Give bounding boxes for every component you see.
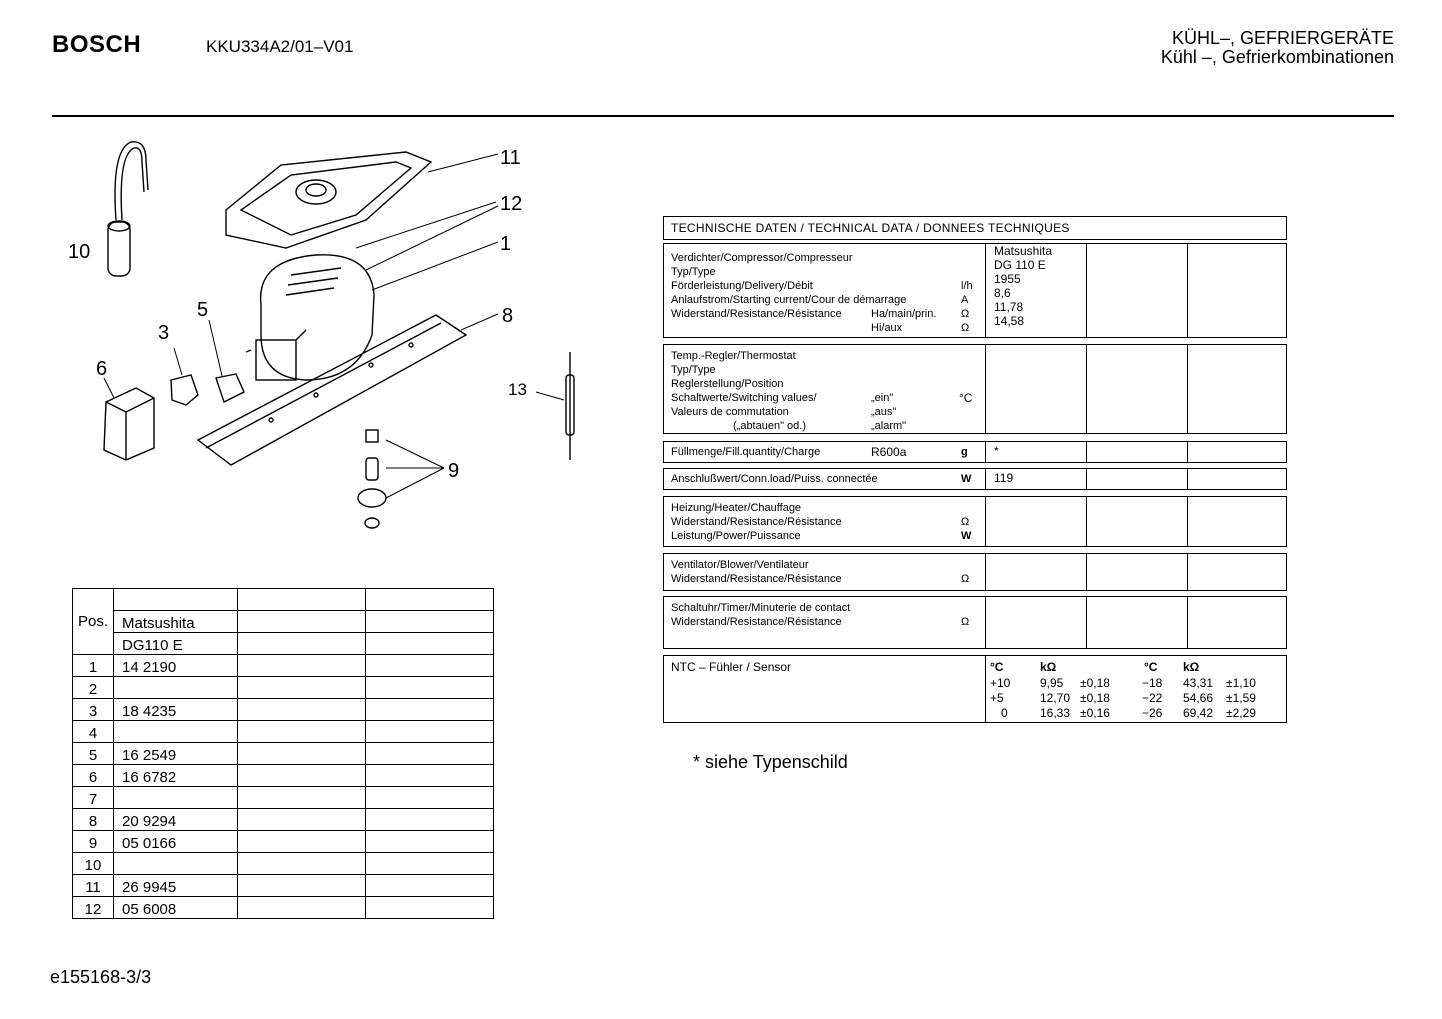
ntc-header-k-right: kΩ (1183, 660, 1200, 674)
ntc-header-c-left: °C (990, 660, 1004, 674)
ntc-tol: ±1,10 (1226, 676, 1256, 690)
heater-label: Heizung/Heater/Chauffage (671, 502, 802, 514)
exploded-diagram (56, 130, 576, 550)
ntc-c: +5 (990, 691, 1004, 705)
aux-unit: Ω (961, 322, 970, 334)
mounting-parts-drawing (358, 430, 386, 528)
compressor-resistance-label (671, 307, 985, 321)
ntc-tol: ±0,18 (1080, 676, 1110, 690)
document-code: e155168-3/3 (50, 967, 152, 987)
row-empty (366, 787, 494, 809)
thermostat-position-label: Reglerstellung/Position (671, 378, 784, 390)
table-row (73, 655, 494, 677)
base-rail-drawing (198, 315, 466, 465)
row-empty (238, 655, 366, 677)
compressor-current: 8,6 (994, 286, 1011, 300)
switching-alarm: „alarm" (871, 420, 907, 432)
row-empty (238, 699, 366, 721)
row-empty (366, 721, 494, 743)
switching-alarm-label (671, 419, 985, 433)
callout-10: 10 (68, 241, 91, 263)
compressor-type-label: Typ/Type (671, 266, 716, 278)
ntc-k: 16,33 (1040, 706, 1071, 720)
ntc-k: 54,66 (1183, 691, 1214, 705)
switching-text: Schaltwerte/Switching values/ (671, 392, 817, 404)
table-row (73, 853, 494, 875)
ntc-label: NTC – Fühler / Sensor (671, 660, 792, 674)
row-part-number (114, 677, 238, 699)
row-empty (238, 831, 366, 853)
charge-label (671, 445, 985, 459)
row-empty (366, 897, 494, 919)
row-empty (238, 787, 366, 809)
ntc-c: 0 (1001, 706, 1008, 720)
resistance-text: Widerstand/Resistance/Résistance (671, 308, 842, 320)
relay-drawing (104, 374, 244, 460)
resistance-aux: Hi/aux (871, 322, 903, 334)
switching-unit: °C (959, 391, 973, 405)
row-empty (238, 875, 366, 897)
compressor-maker: Matsushita (994, 244, 1053, 258)
table-row (73, 809, 494, 831)
compressor-type: DG 110 E (994, 258, 1046, 272)
parts-model: DG110 E (114, 633, 238, 655)
row-empty (238, 765, 366, 787)
row-empty (238, 897, 366, 919)
compressor-current-label (671, 293, 985, 307)
row-pos: 8 (73, 809, 114, 831)
load-text: Anschlußwert/Conn.load/Puiss. connectée (671, 473, 878, 485)
model-number: KKU334A2/01–V01 (206, 37, 354, 56)
heater-power-unit: W (961, 530, 972, 542)
parts-table (72, 588, 494, 919)
row-empty (366, 677, 494, 699)
row-pos: 4 (73, 721, 114, 743)
leader-lines (104, 154, 564, 498)
thermostat-type-label: Typ/Type (671, 364, 716, 376)
ntc-tol: ±0,18 (1080, 691, 1110, 705)
blower-section (663, 553, 1287, 591)
blower-resistance-unit: Ω (961, 573, 970, 585)
parts-maker: Matsushita (114, 611, 238, 633)
row-pos: 12 (73, 897, 114, 919)
heater-power-text: Leistung/Power/Puissance (671, 530, 801, 542)
row-empty (366, 699, 494, 721)
compressor-section (663, 243, 1287, 338)
blower-label: Ventilator/Blower/Ventilateur (671, 559, 809, 571)
row-pos: 9 (73, 831, 114, 853)
heater-resistance-text: Widerstand/Resistance/Résistance (671, 516, 842, 528)
ntc-header-k-left: kΩ (1040, 660, 1057, 674)
row-empty (238, 677, 366, 699)
blower-resistance-label (671, 572, 985, 586)
table-row (73, 677, 494, 699)
row-pos: 5 (73, 743, 114, 765)
table-row (73, 787, 494, 809)
thermostat-section (663, 344, 1287, 434)
ntc-section (663, 655, 1287, 723)
charge-section (663, 441, 1287, 463)
table-row (73, 831, 494, 853)
row-part-number: 18 4235 (114, 699, 238, 721)
compressor-res-aux: 14,58 (994, 314, 1025, 328)
charge-value: * (985, 442, 1086, 462)
callout-1: 1 (500, 233, 512, 255)
table-row (73, 897, 494, 919)
compressor-values (985, 244, 1086, 337)
row-pos: 1 (73, 655, 114, 677)
resistance-unit: Ω (961, 308, 970, 320)
row-empty (366, 875, 494, 897)
row-empty (238, 853, 366, 875)
row-empty (366, 655, 494, 677)
switching-off: „aus" (871, 406, 897, 418)
row-part-number: 05 6008 (114, 897, 238, 919)
row-part-number: 14 2190 (114, 655, 238, 677)
switching-on: „ein" (871, 392, 894, 404)
load-value: 119 (985, 469, 1086, 489)
row-part-number (114, 853, 238, 875)
ntc-tol: ±0,16 (1080, 706, 1110, 720)
callout-5: 5 (197, 299, 209, 321)
heater-section (663, 496, 1287, 547)
timer-resistance-text: Widerstand/Resistance/Résistance (671, 616, 842, 628)
row-pos: 7 (73, 787, 114, 809)
dryer-drawing (566, 352, 574, 460)
charge-unit: g (961, 446, 968, 458)
ntc-k: 69,42 (1183, 706, 1214, 720)
row-part-number: 16 6782 (114, 765, 238, 787)
header-divider (52, 115, 1394, 117)
compressor-res-main: 11,78 (994, 300, 1024, 314)
callout-3: 3 (158, 322, 170, 344)
switching-on-label (671, 391, 985, 405)
compressor-delivery: 1955 (994, 272, 1021, 286)
row-empty (238, 743, 366, 765)
ntc-header-c-right: °C (1144, 660, 1158, 674)
row-part-number (114, 787, 238, 809)
compressor-aux-label (671, 321, 985, 335)
heater-resistance-unit: Ω (961, 516, 970, 528)
heater-resistance-label (671, 515, 985, 529)
load-label (671, 472, 985, 486)
row-part-number: 16 2549 (114, 743, 238, 765)
resistance-main: Ha/main/prin. (871, 308, 937, 320)
row-empty (366, 809, 494, 831)
delivery-text: Förderleistung/Delivery/Débit (671, 280, 813, 292)
timer-resistance-label (671, 615, 985, 629)
compressor-label: Verdichter/Compressor/Compresseur (671, 252, 853, 264)
pos-header: Pos. (73, 589, 114, 655)
category-line-1: KÜHL–, GEFRIERGERÄTE (1171, 28, 1394, 48)
row-empty (366, 743, 494, 765)
compressor-delivery-label (671, 279, 985, 293)
brand-logo: BOSCH (52, 31, 142, 58)
row-part-number: 20 9294 (114, 809, 238, 831)
table-row (73, 699, 494, 721)
footnote: * siehe Typenschild (693, 752, 848, 772)
table-row (73, 875, 494, 897)
ntc-k: 9,95 (1040, 676, 1064, 690)
callout-11: 11 (500, 147, 521, 169)
category-title (1161, 29, 1394, 67)
heater-power-label (671, 529, 985, 543)
timer-label: Schaltuhr/Timer/Minuterie de contact (671, 602, 851, 614)
thermostat-label: Temp.-Regler/Thermostat (671, 350, 796, 362)
row-empty (366, 853, 494, 875)
compressor-drawing (246, 255, 374, 380)
ntc-k: 12,70 (1040, 691, 1071, 705)
table-row (73, 721, 494, 743)
row-part-number: 26 9945 (114, 875, 238, 897)
load-section (663, 468, 1287, 490)
ntc-c: −18 (1142, 676, 1163, 690)
row-pos: 6 (73, 765, 114, 787)
ntc-c: −26 (1142, 706, 1163, 720)
row-part-number (114, 721, 238, 743)
defrost-text: („abtauen" od.) (733, 420, 807, 432)
row-pos: 3 (73, 699, 114, 721)
load-unit: W (961, 473, 972, 485)
row-empty (366, 831, 494, 853)
current-unit: A (961, 294, 969, 306)
row-empty (366, 765, 494, 787)
switching-off-label (671, 405, 985, 419)
charge-text: Füllmenge/Fill.quantity/Charge (671, 446, 821, 458)
ntc-k: 43,31 (1183, 676, 1214, 690)
current-text: Anlaufstrom/Starting current/Cour de démarrage (671, 294, 907, 306)
tech-data-title: TECHNISCHE DATEN / TECHNICAL DATA / DONNEES TECHNIQUES (663, 216, 1287, 240)
row-pos: 10 (73, 853, 114, 875)
row-pos: 11 (73, 875, 114, 897)
row-empty (238, 809, 366, 831)
row-part-number: 05 0166 (114, 831, 238, 853)
table-row (73, 743, 494, 765)
callout-6: 6 (96, 358, 108, 380)
capacitor-drawing (108, 142, 148, 276)
ntc-c: −22 (1142, 691, 1163, 705)
row-empty (238, 721, 366, 743)
ntc-tol: ±1,59 (1226, 691, 1256, 705)
callout-13: 13 (508, 380, 527, 399)
blower-resistance-text: Widerstand/Resistance/Résistance (671, 573, 842, 585)
callout-8: 8 (502, 305, 514, 327)
callout-12: 12 (500, 193, 523, 215)
commutation-text: Valeurs de commutation (671, 406, 789, 418)
refrigerant: R600a (871, 445, 907, 459)
timer-section (663, 596, 1287, 649)
table-row (73, 765, 494, 787)
row-pos: 2 (73, 677, 114, 699)
delivery-unit: l/h (961, 280, 973, 292)
callout-9: 9 (448, 460, 460, 482)
ntc-tol: ±2,29 (1226, 706, 1256, 720)
category-line-2: Kühl –, Gefrierkombinationen (1160, 47, 1394, 67)
timer-resistance-unit: Ω (961, 616, 970, 628)
ntc-c: +10 (990, 676, 1011, 690)
